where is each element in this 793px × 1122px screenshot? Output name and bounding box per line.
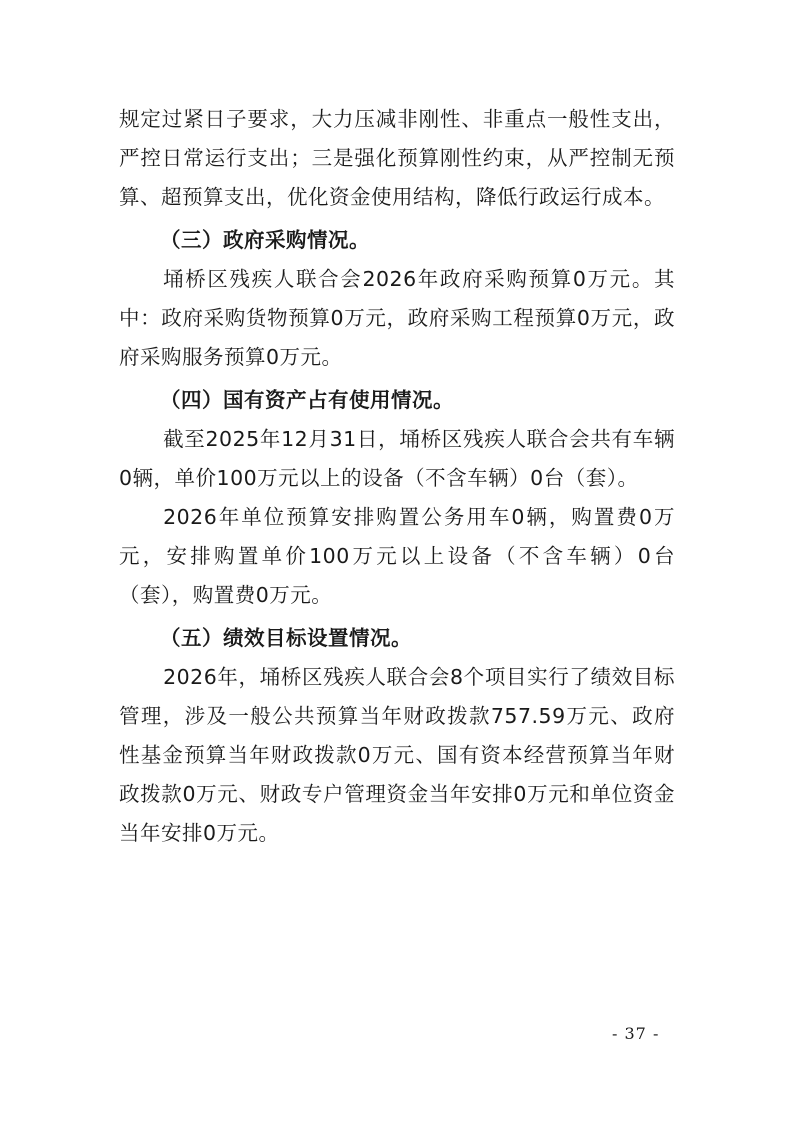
document-body xyxy=(119,100,675,853)
section-5-heading: （五）绩效目标设置情况。 xyxy=(160,626,412,650)
section-4-body-2: 2026年单位预算安排购置公务用车0辆，购置费0万元，安排购置单价100万元以上设备（不含车辆）0台（套），购置费0万元。 xyxy=(119,505,675,607)
section-3-body: 埇桥区残疾人联合会2026年政府采购预算0万元。其中：政府采购货物预算0万元，政府采购工程预算0万元，政府采购服务预算0万元。 xyxy=(119,267,675,369)
section-3-heading: （三）政府采购情况。 xyxy=(160,228,370,252)
paragraph-intro: 规定过紧日子要求，大力压减非刚性、非重点一般性支出，严控日常运行支出；三是强化预算刚性约束，从严控制无预算、超预算支出，优化资金使用结构，降低行政运行成本。 xyxy=(119,107,675,209)
section-5-body: 2026年，埇桥区残疾人联合会8个项目实行了绩效目标管理，涉及一般公共预算当年财政拨款757.59万元、政府性基金预算当年财政拨款0万元、国有资本经营预算当年财政拨款0万元、财政专户管理资金当年安排0万元和单位资金当年安排0万元。 xyxy=(119,665,675,845)
page-number: - 37 - xyxy=(612,1024,660,1043)
section-4-heading: （四）国有资产占有使用情况。 xyxy=(160,388,454,412)
section-4-body-1: 截至2025年12月31日，埇桥区残疾人联合会共有车辆0辆，单价100万元以上的设备（不含车辆）0台（套）。 xyxy=(119,427,675,490)
